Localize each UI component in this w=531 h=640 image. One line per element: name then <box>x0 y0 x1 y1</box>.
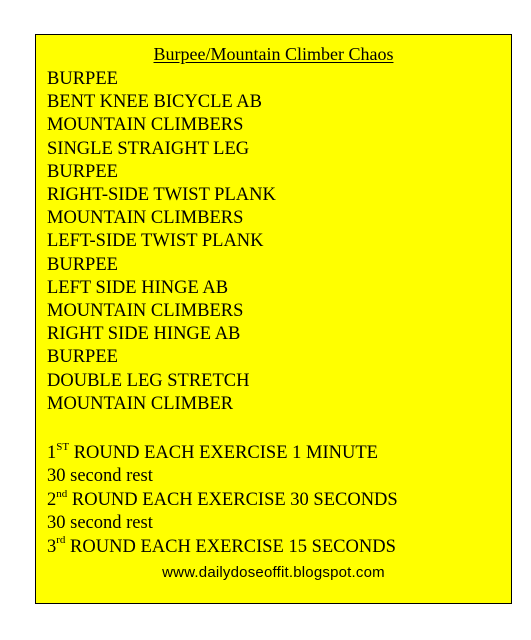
workout-card <box>35 34 512 604</box>
round-1-line <box>47 442 398 465</box>
rest-2-line: 30 second rest <box>47 513 153 534</box>
round-3-text: ROUND EACH EXERCISE 15 SECONDS <box>65 536 396 557</box>
exercise-item: BURPEE <box>47 161 118 182</box>
exercise-item: LEFT SIDE HINGE AB <box>47 277 229 298</box>
round-2-text: ROUND EACH EXERCISE 30 SECONDS <box>67 489 398 510</box>
website-url: www.dailydoseoffit.blogspot.com <box>162 564 385 581</box>
workout-title: Burpee/Mountain Climber Chaos <box>153 44 394 64</box>
round-1-text: ROUND EACH EXERCISE 1 MINUTE <box>69 443 378 463</box>
exercise-list <box>47 68 276 416</box>
exercise-item: RIGHT SIDE HINGE AB <box>47 324 241 345</box>
exercise-item: SINGLE STRAIGHT LEG <box>47 138 250 159</box>
round-2-line <box>47 489 398 512</box>
exercise-item: DOUBLE LEG STRETCH <box>47 370 250 391</box>
round-3-suffix: rd <box>56 534 66 547</box>
round-1-number: 1 <box>47 443 57 463</box>
round-2-suffix: nd <box>56 487 68 500</box>
exercise-item: MOUNTAIN CLIMBERS <box>47 208 244 229</box>
round-1-suffix: ST <box>56 440 70 453</box>
rest-1-line: 30 second rest <box>47 466 153 487</box>
exercise-item: BURPEE <box>47 254 118 275</box>
exercise-item: BURPEE <box>47 69 118 89</box>
exercise-item: RIGHT-SIDE TWIST PLANK <box>47 185 276 206</box>
exercise-item: MOUNTAIN CLIMBERS <box>47 301 244 322</box>
exercise-item: MOUNTAIN CLIMBERS <box>47 115 244 136</box>
exercise-item: MOUNTAIN CLIMBER <box>47 393 234 414</box>
exercise-item: LEFT-SIDE TWIST PLANK <box>47 231 264 252</box>
round-3-number: 3 <box>47 536 57 557</box>
exercise-item: BENT KNEE BICYCLE AB <box>47 92 262 113</box>
exercise-item: BURPEE <box>47 347 118 368</box>
round-2-number: 2 <box>47 489 57 510</box>
round-3-line <box>47 536 398 559</box>
rounds-section <box>47 442 398 559</box>
